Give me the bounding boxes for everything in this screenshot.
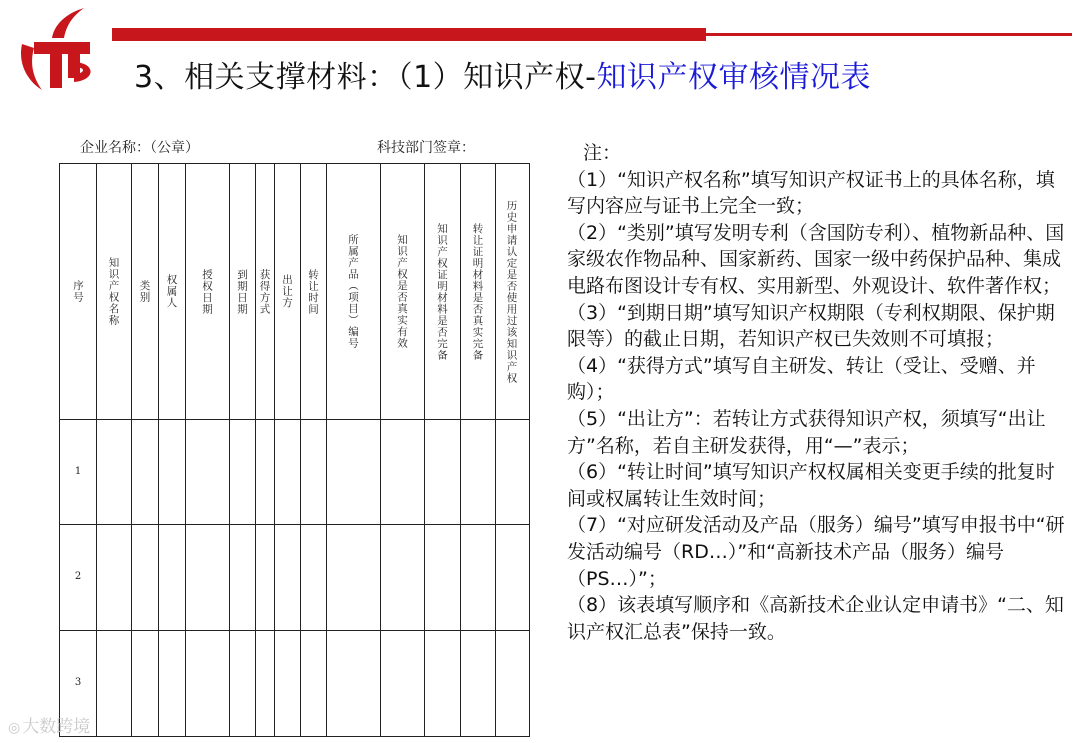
header-bar [112, 28, 706, 41]
header-cell-grant-date [185, 164, 229, 419]
note-item: （3）“到期日期”填写知识产权期限（专利权期限、保护期限等）的截止日期，若知识产权已失效则不可填报； [567, 301, 1055, 351]
header-label: 历史申请认定是否使用过该知识产权 [505, 199, 518, 384]
row-number: 1 [74, 466, 82, 477]
header-label: 知识产权证明材料是否完备 [436, 222, 448, 361]
header-label: 序号 [72, 280, 84, 303]
row-divider [60, 524, 529, 525]
header-label: 知识产权是否真实有效 [396, 234, 408, 349]
header-cell-category [131, 164, 158, 419]
row-number: 2 [74, 571, 82, 582]
title-prefix: 3、相关支撑材料：（1）知识产权- [134, 60, 597, 95]
header-cell-ip-name [96, 164, 131, 419]
note-item: （8）该表填写顺序和《高新技术企业认定申请书》“二、知识产权汇总表”保持一致。 [567, 594, 1064, 643]
header-cell-owner [158, 164, 185, 419]
row-number: 3 [74, 677, 82, 688]
row-divider [60, 419, 529, 420]
header-label: 权属人 [165, 274, 178, 309]
note-item: （5）“出让方”：若转让方式获得知识产权，须填写“出让方”名称，若自主研发获得，用“—”表示； [567, 407, 1046, 457]
header-cell-acquisition-method [255, 164, 274, 419]
notes-panel [567, 140, 1067, 645]
note-item: （2）“类别”填写发明专利（含国防专利）、植物新品种、国家级农作物品种、国家新药、国家一级中药保护品种、集成电路布图设计专有权、实用新型、外观设计、软件著作权； [567, 221, 1065, 297]
notes-heading: 注： [583, 142, 622, 164]
ip-review-table [59, 163, 530, 737]
header-label: 获得方式 [258, 268, 271, 315]
row-divider [60, 630, 529, 631]
header-cell-expiry-date [229, 164, 255, 419]
header-label: 类别 [138, 280, 151, 303]
header-cell-history-use [495, 164, 528, 419]
page-title [134, 52, 871, 96]
dept-signature-label: 科技部门签章： [377, 140, 475, 156]
title-highlight: 知识产权审核情况表 [596, 60, 871, 95]
header-cell-product-number [326, 164, 380, 419]
header-label: 到期日期 [236, 268, 248, 315]
header-cell-transferor [274, 164, 300, 419]
header-label: 授权日期 [201, 268, 213, 315]
header-cell-transfer-proof [460, 164, 495, 419]
note-item: （6）“转让时间”填写知识产权权属相关变更手续的批复时间或权属转让生效时间； [567, 461, 1055, 510]
note-item: （7）“对应研发活动及产品（服务）编号”填写申报书中“研发活动编号（RD…）”和“高新技术产品（服务）编号（PS…）”； [567, 514, 1065, 590]
header-label: 出让方 [281, 274, 293, 309]
header-cell-transfer-time [300, 164, 326, 419]
watermark-icon: ◎ [8, 720, 21, 736]
header-cell-index [60, 164, 96, 419]
header-label: 转让时间 [307, 268, 319, 315]
watermark-text: 大数跨境 [22, 717, 91, 737]
note-item: （1）“知识产权名称”填写知识产权证书上的具体名称，填写内容应与证书上完全一致； [567, 168, 1055, 218]
header-label: 知识产权名称 [107, 257, 120, 326]
company-name-label: 企业名称：（公章） [80, 140, 199, 156]
header-cell-valid [380, 164, 424, 419]
note-item: （4）“获得方式”填写自主研发、转让（受让、受赠、并购）； [567, 354, 1036, 404]
logo-icon [8, 4, 100, 96]
header-label: 转让证明材料是否真实完备 [471, 222, 484, 361]
header-label: 所属产品（项目）编号 [347, 234, 359, 349]
header-rule [706, 33, 1072, 36]
header-cell-proof-complete [424, 164, 460, 419]
watermark [8, 712, 90, 737]
